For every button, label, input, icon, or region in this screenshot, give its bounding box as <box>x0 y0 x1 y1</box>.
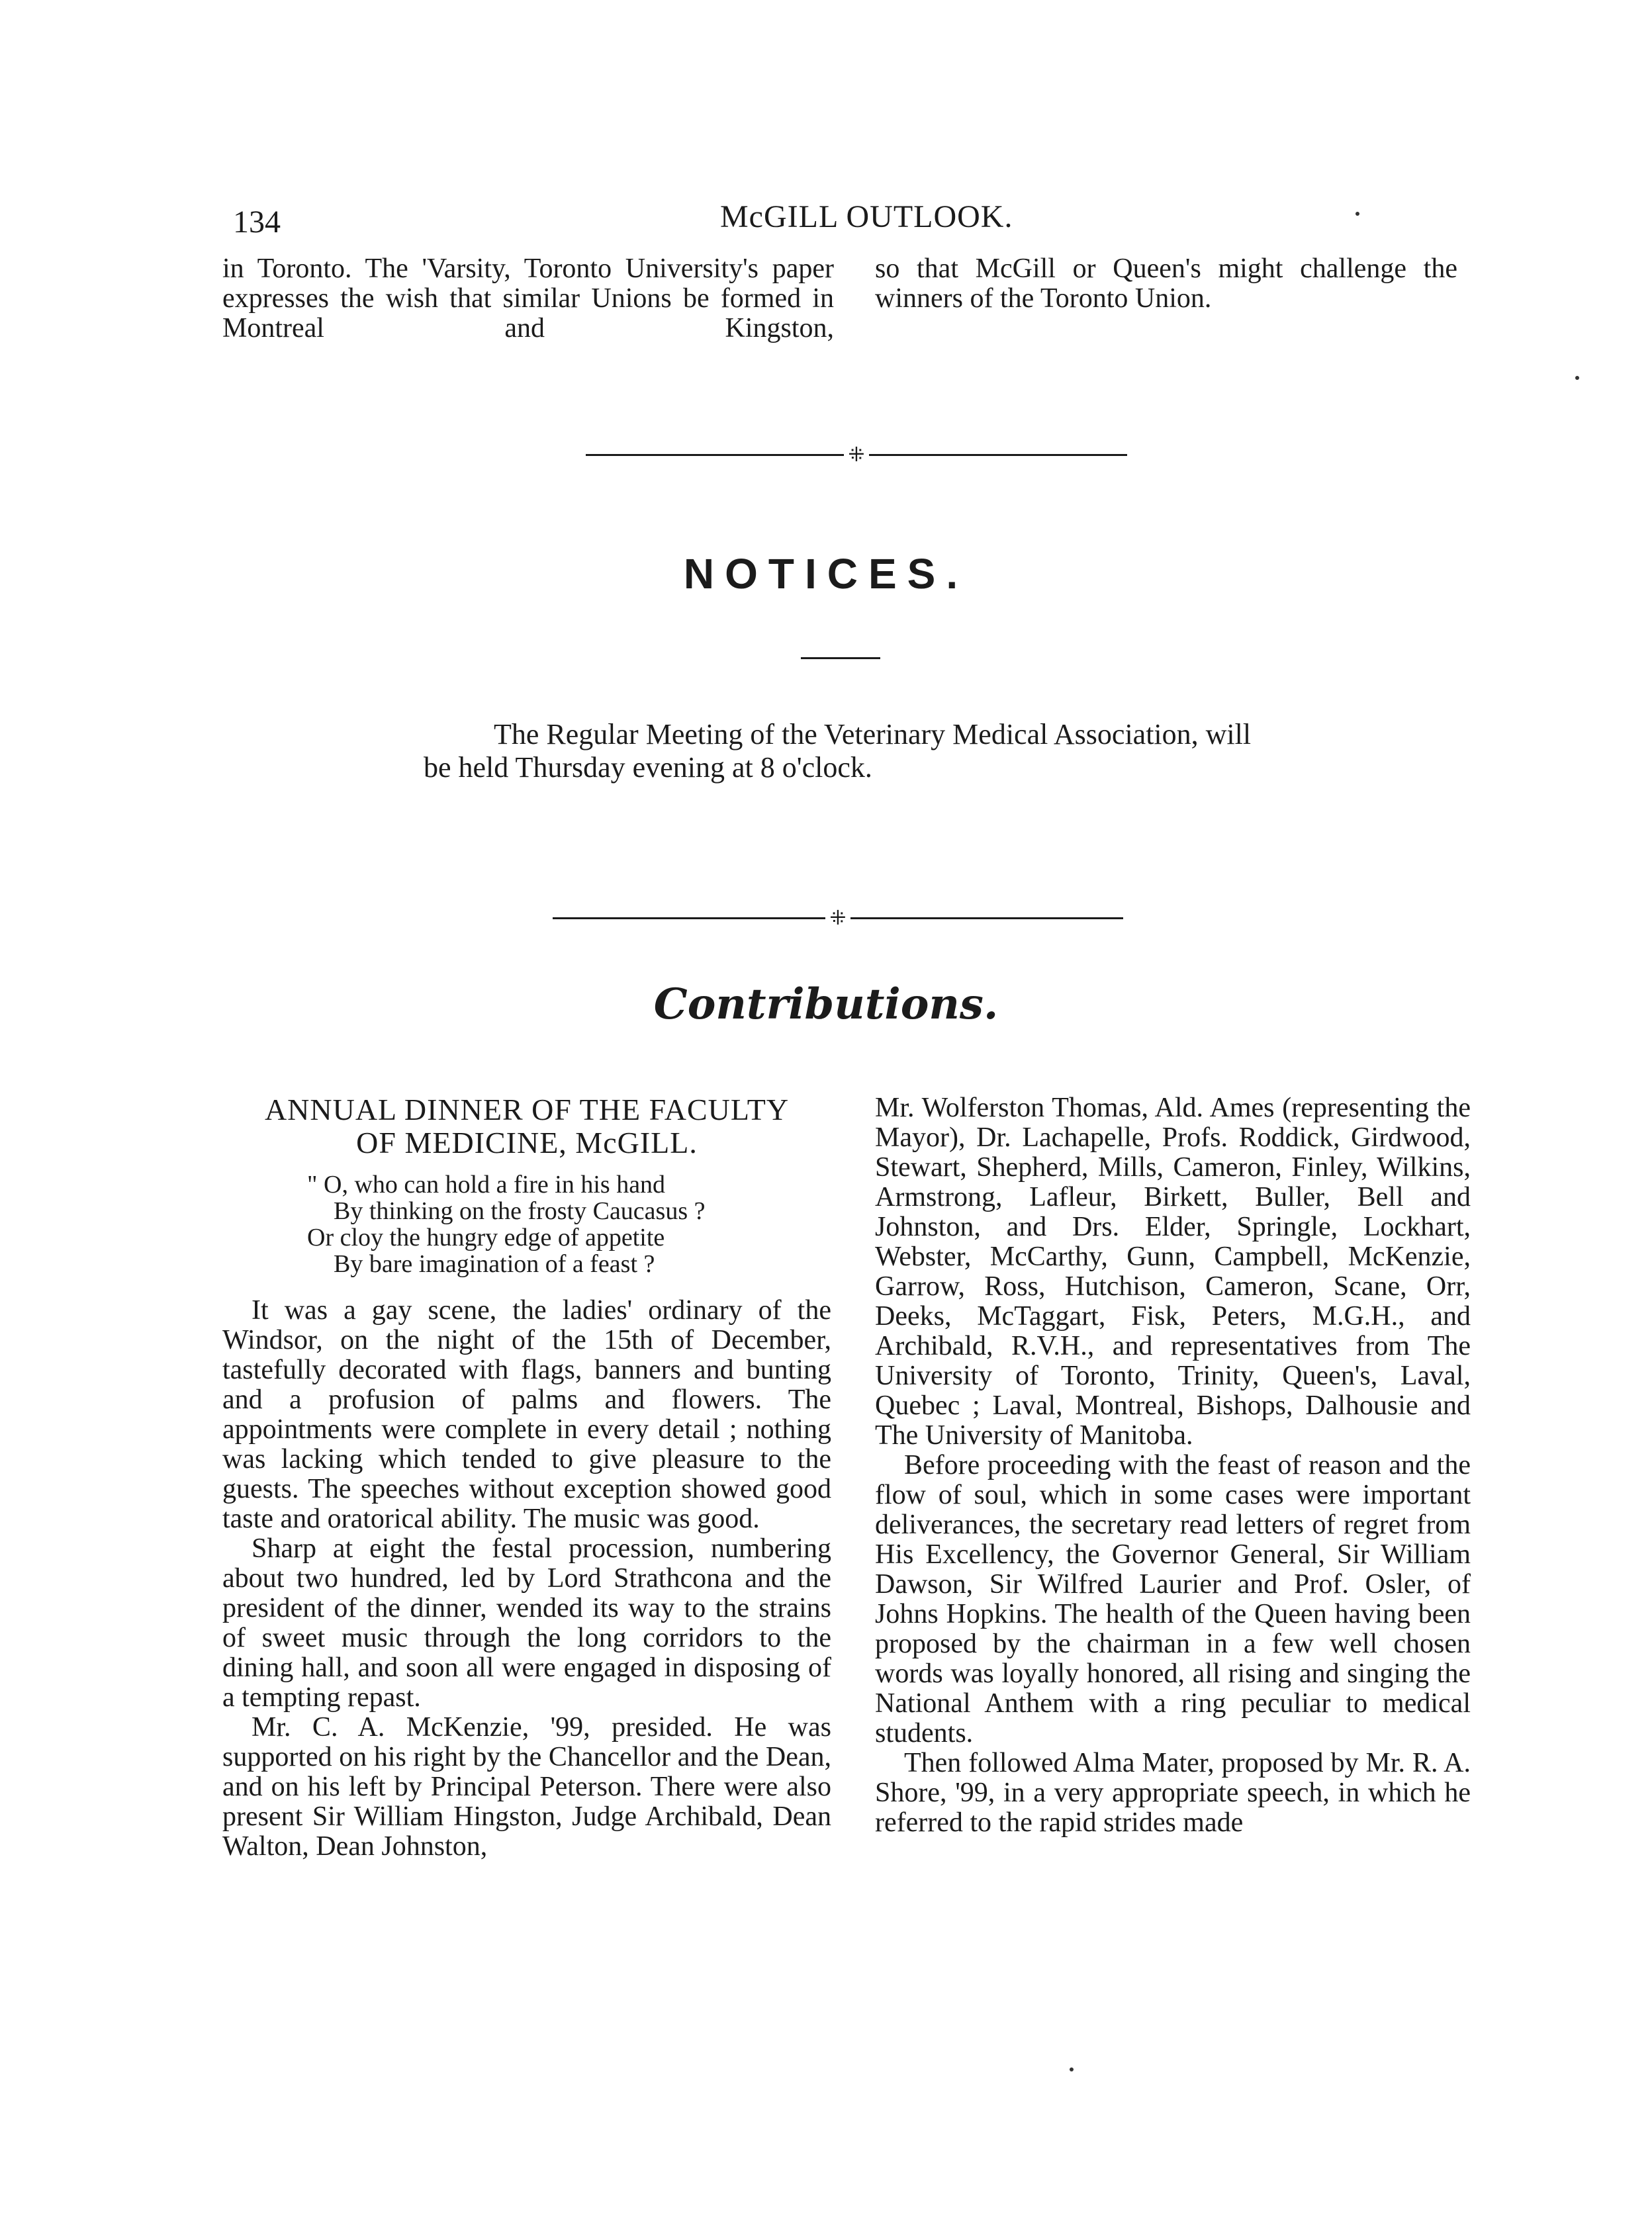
article-column-right <box>875 1093 1471 1838</box>
continued-text-left <box>222 254 834 343</box>
notices-heading: NOTICES. <box>683 550 969 598</box>
poem-line: By thinking on the frosty Caucasus ? <box>334 1197 706 1225</box>
stray-mark <box>1070 2067 1074 2071</box>
ornamental-divider <box>547 907 1129 930</box>
divider-line <box>586 454 844 456</box>
continued-paragraph-right: so that McGill or Queen's might challenge the winners of the Toronto Union. <box>875 253 1457 314</box>
ornament-icon: ⁜ <box>848 443 865 467</box>
running-title: McGILL OUTLOOK. <box>720 199 1013 234</box>
article-title-line: ANNUAL DINNER OF THE FACULTY <box>264 1093 790 1126</box>
contributions-heading: Contributions. <box>653 979 999 1029</box>
article-paragraph: Then followed Alma Mater, proposed by Mr. R. A. Shore, '99, in a very appropriate speech, in which he referred to the rapid strides made <box>875 1748 1471 1838</box>
epigraph-poem <box>222 1171 831 1277</box>
continued-paragraph-left: in Toronto. The 'Varsity, Toronto University's paper expresses the wish that similar Unions be formed in Montreal and Kingston, <box>222 253 834 343</box>
ornament-icon: ⁜ <box>829 907 847 930</box>
divider-line <box>553 917 825 919</box>
poem-line: " O, who can hold a fire in his hand <box>307 1171 666 1199</box>
stray-mark <box>1575 376 1579 380</box>
article-title-line: OF MEDICINE, McGILL. <box>356 1126 698 1159</box>
short-rule <box>801 657 880 659</box>
article-title <box>222 1093 831 1159</box>
article-paragraph: Mr. Wolferston Thomas, Ald. Ames (representing the Mayor), Dr. Lachapelle, Profs. Roddick, Girdwood, Stewart, Shepherd, Mills, Cameron, Finley, Wilkins, Armstrong, Lafleur, Birkett, Buller, Bell and Johnston, and Drs. Elder, Springle, Lockhart, Webster, McCarthy, Gunn, Campbell, McKenzie, Garrow, Ross, Hutchison, Cameron, Scane, Orr, Deeks, McTaggart, Fisk, Peters, M.G.H., and Archibald, R.V.H., and representatives from The University of Toronto, Trinity, Queen's, Laval, Quebec ; Laval, Montreal, Bishops, Dalhousie and The University of Manitoba. <box>875 1093 1471 1451</box>
divider-line <box>869 454 1127 456</box>
poem-line: By bare imagination of a feast ? <box>334 1250 655 1278</box>
poem-line: Or cloy the hungry edge of appetite <box>307 1224 665 1251</box>
notice-body <box>424 718 1271 784</box>
page-number: 134 <box>233 204 281 240</box>
notice-paragraph: The Regular Meeting of the Veterinary Medical Association, will be held Thursday evening at 8 o'clock. <box>424 718 1252 784</box>
article-paragraph: Before proceeding with the feast of reason and the flow of soul, which in some cases were important deliverances, the secretary read letters of regret from His Excellency, the Governor General, Sir William Dawson, Sir Wilfred Laurier and Prof. Osler, of Johns Hopkins. The health of the Queen having been proposed by the chairman in a few well chosen words was loyally honored, all rising and singing the National Anthem with a ring peculiar to medical students. <box>875 1450 1471 1748</box>
article-paragraph: Mr. C. A. McKenzie, '99, presided. He was supported on his right by the Chancellor and the Dean, and on his left by Principal Peterson. There were also present Sir William Hingston, Judge Archibald, Dean Walton, Dean Johnston, <box>222 1712 831 1862</box>
article-column-left <box>222 1093 831 1862</box>
article-paragraph: Sharp at eight the festal procession, numbering about two hundred, led by Lord Strathcona and the president of the dinner, wended its way to the strains of sweet music through the long corridors to the dining hall, and soon all were engaged in disposing of a tempting repast. <box>222 1533 831 1713</box>
article-paragraph: It was a gay scene, the ladies' ordinary of the Windsor, on the night of the 15th of December, tastefully decorated with flags, banners and bunting and a profusion of palms and flowers. The appointments were complete in every detail ; nothing was lacking which tended to give pleasure to the guests. The speeches without exception showed good taste and oratorical ability. The music was good. <box>222 1295 831 1534</box>
continued-text-right <box>875 254 1457 314</box>
divider-line <box>850 917 1123 919</box>
stray-mark <box>1355 212 1359 216</box>
ornamental-divider <box>580 443 1133 467</box>
